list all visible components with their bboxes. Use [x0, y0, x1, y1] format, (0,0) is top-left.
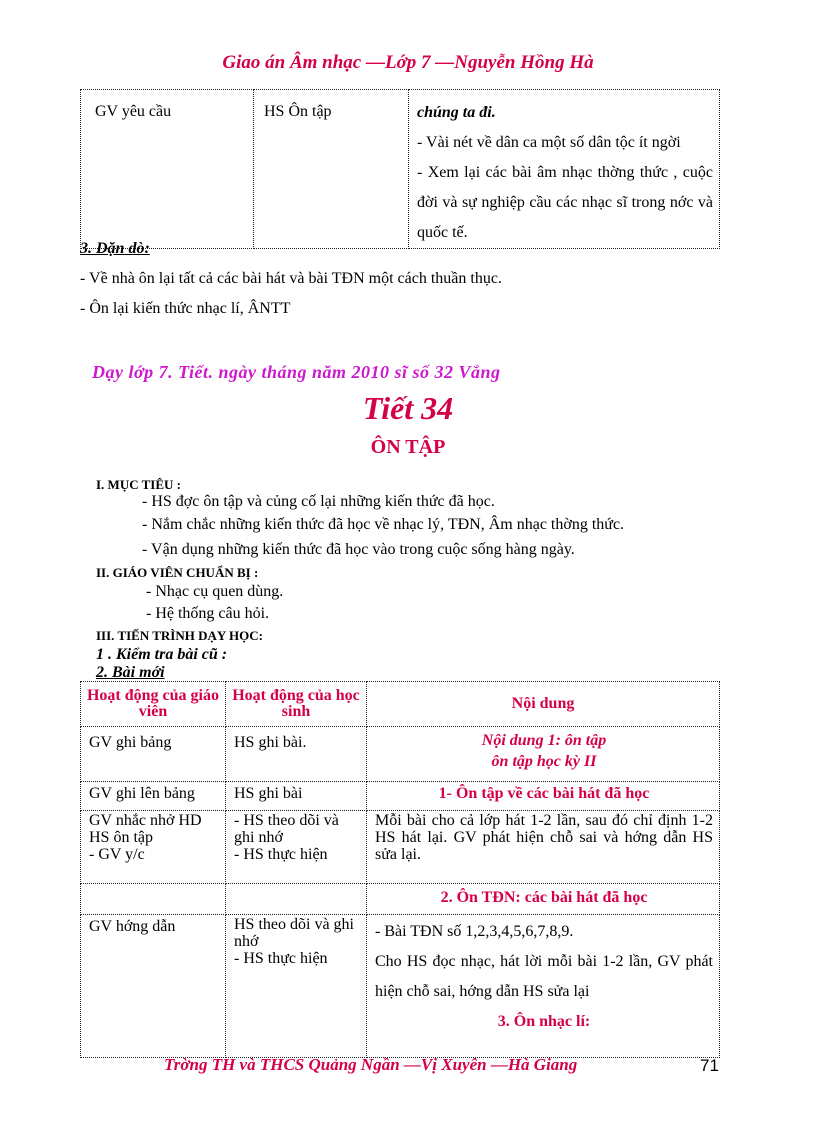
homework-heading: 3. Dặn dò: [80, 240, 150, 257]
procedure-heading: III. TIẾN TRÌNH DẠY HỌC: [96, 628, 263, 643]
student-line: - HS thực hiện [234, 845, 328, 863]
student-cell [226, 884, 367, 915]
content-heading: 3. Ôn nhạc lí: [497, 1013, 591, 1030]
student-cell [226, 811, 367, 884]
content-heading: ôn tập học kỳ II [491, 752, 597, 770]
activity-table-continued [80, 89, 720, 249]
teacher-cell: GV ghi lên bảng [81, 782, 226, 811]
content-heading: 1- Ôn tập về các bài hát đã học [367, 782, 720, 811]
new-lesson-heading: 2. Bài mới [96, 664, 165, 681]
column-header-content: Nội dung [367, 682, 720, 727]
content-cell [409, 90, 720, 249]
lesson-activity-table [80, 681, 720, 1058]
column-header-teacher: Hoạt động của giáo viên [81, 682, 226, 727]
teacher-cell: GV hớng dẫn [81, 915, 226, 1058]
teacher-cell [81, 811, 226, 884]
preparation-line: - Nhạc cụ quen dùng. [146, 583, 284, 600]
student-line: HS theo dõi và ghi nhớ [234, 916, 354, 950]
review-heading: 1 . Kiểm tra bài cũ : [96, 646, 228, 663]
student-line: - HS thực hiện [234, 949, 328, 967]
teacher-cell: GV ghi bảng [81, 727, 226, 782]
content-cell: Mỗi bài cho cả lớp hát 1-2 lần, sau đó chỉ định 1-2 HS hát lại. GV phát hiện chỗ sai và hớng dẫn HS sửa lại. [367, 811, 720, 884]
lesson-subtitle: ÔN TẬP [370, 436, 446, 458]
table-row [81, 915, 720, 1058]
content-cell [367, 915, 720, 1058]
content-heading: 2. Ôn TĐN: các bài hát đã học [367, 884, 720, 915]
objective-line: - Nắm chắc những kiến thức đã học về nhạc lý, TĐN, Âm nhạc thờng thức. [142, 516, 625, 533]
content-title: chúng ta đi. [417, 104, 496, 121]
teacher-line: - GV y/c [89, 845, 145, 863]
page-header: Giao án Âm nhạc —Lớp 7 —Nguyễn Hồng Hà [222, 52, 594, 73]
student-activity-cell: HS Ôn tập [254, 90, 409, 249]
student-cell: HS ghi bài [226, 782, 367, 811]
content-heading: Nội dung 1: ôn tập [481, 732, 607, 749]
table-row [81, 884, 720, 915]
objectives-heading: I. MỤC TIÊU : [96, 477, 181, 492]
table-header-row [81, 682, 720, 727]
table-row [81, 782, 720, 811]
table-row [81, 727, 720, 782]
table-row [81, 811, 720, 884]
homework-line: - Về nhà ôn lại tất cả các bài hát và bài TĐN một cách thuần thục. [80, 270, 502, 287]
homework-line: - Ôn lại kiến thức nhạc lí, ÂNTT [80, 300, 291, 317]
objective-line: - HS đợc ôn tập và củng cố lại những kiến thức đã học. [142, 493, 495, 510]
preparation-line: - Hệ thống câu hỏi. [146, 605, 270, 622]
objective-line: - Vận dụng những kiến thức đã học vào trong cuộc sống hàng ngày. [142, 541, 575, 558]
teacher-line: GV nhắc nhở HD HS ôn tập [89, 812, 202, 846]
content-cell [367, 727, 720, 782]
content-line: - Vài nét về dân ca một số dân tộc ít ngời [417, 134, 681, 151]
content-line: - Xem lại các bài âm nhạc thờng thức , cuộc đời và sự nghiệp cầu các nhạc sĩ trong nớc và quốc tế. [417, 164, 713, 241]
content-line: Cho HS đọc nhạc, hát lời mỗi bài 1-2 lần, GV phát hiện chỗ sai, hớng dẫn HS sửa lại [375, 953, 713, 1000]
content-line: - Bài TĐN số 1,2,3,4,5,6,7,8,9. [375, 923, 574, 940]
preparation-heading: II. GIÁO VIÊN CHUẨN BỊ : [96, 565, 259, 580]
teacher-cell [81, 884, 226, 915]
page-number: 71 [700, 1056, 719, 1075]
table-row [81, 90, 720, 249]
student-cell [226, 915, 367, 1058]
lesson-title: Tiết 34 [362, 390, 454, 426]
student-cell: HS ghi bài. [226, 727, 367, 782]
page-footer: Trờng TH và THCS Quảng Ngần —Vị Xuyên —Hà Giang [164, 1055, 578, 1074]
student-line: - HS theo dõi và ghi nhớ [234, 812, 339, 846]
class-schedule-line: Dạy lớp 7. Tiết. ngày tháng năm 2010 sĩ số 32 Vắng [92, 362, 501, 382]
teacher-activity-cell: GV yêu cầu [81, 90, 254, 249]
column-header-student: Hoạt động của học sinh [226, 682, 367, 727]
